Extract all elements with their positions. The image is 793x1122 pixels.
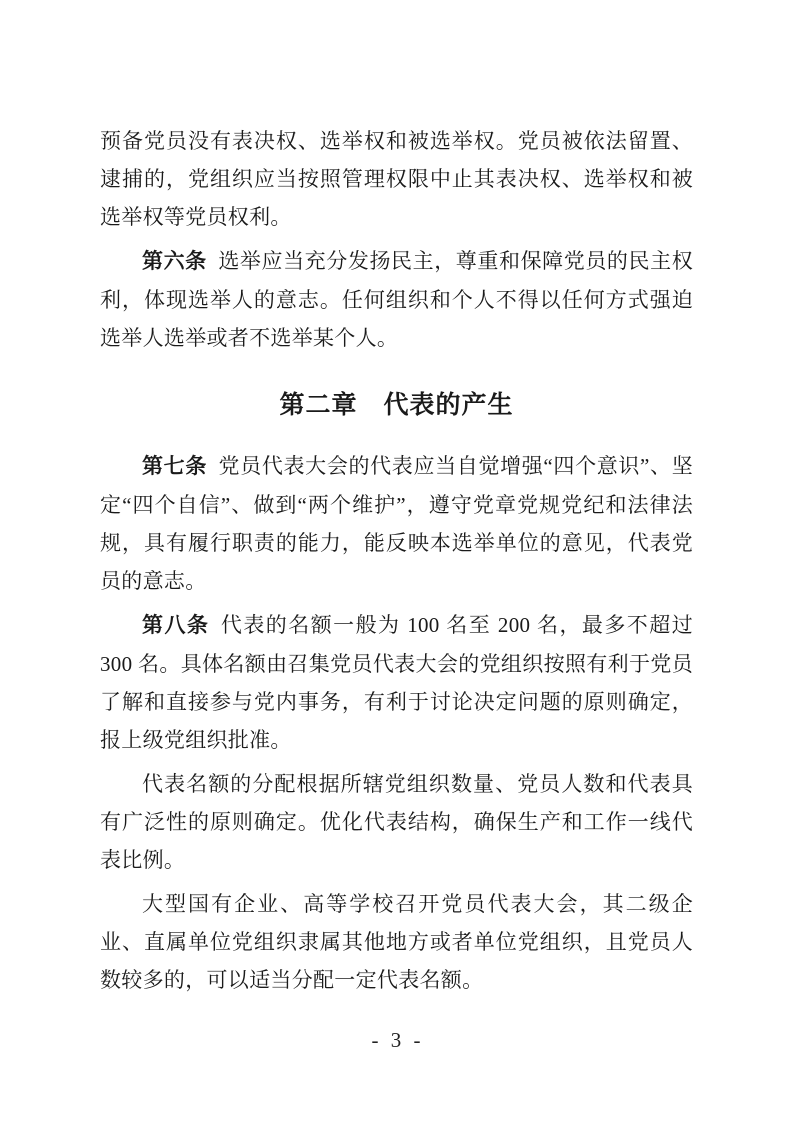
- chapter-2-heading: 第二章 代表的产生: [279, 391, 514, 419]
- page-number: - 3 -: [371, 1028, 422, 1052]
- paragraph-article-7: [100, 447, 693, 600]
- paragraph-article-6: [100, 242, 693, 357]
- paragraph-quota-allocation: 代表名额的分配根据所辖党组织数量、党员人数和代表具有广泛性的原则确定。优化代表结构，确保生产和工作一线代表比例。: [100, 772, 693, 872]
- document-body: [100, 122, 693, 999]
- article-8-text: 代表的名额一般为 100 名至 200 名，最多不超过 300 名。具体名额由召集党员代表大会的党组织按照有利于党员了解和直接参与党内事务，有利于讨论决定问题的原则确定，报上级党组织批准。: [100, 613, 693, 752]
- article-8-label: 第八条: [142, 614, 210, 637]
- paragraph-article-8: [100, 606, 693, 759]
- paragraph-large-enterprises: 大型国有企业、高等学校召开党员代表大会，其二级企业、直属单位党组织隶属其他地方或者单位党组织，且党员人数较多的，可以适当分配一定代表名额。: [100, 892, 693, 992]
- article-7-text: 党员代表大会的代表应当自觉增强“四个意识”、坚定“四个自信”、做到“两个维护”，遵守党章党规党纪和法律法规，具有履行职责的能力，能反映本选举单位的意见，代表党员的意志。: [100, 454, 693, 593]
- article-6-text: 选举应当充分发扬民主，尊重和保障党员的民主权利，体现选举人的意志。任何组织和个人不得以任何方式强迫选举人选举或者不选举某个人。: [100, 249, 693, 350]
- article-7-label: 第七条: [142, 455, 207, 478]
- paragraph-carryover: 预备党员没有表决权、选举权和被选举权。党员被依法留置、逮捕的，党组织应当按照管理权限中止其表决权、选举权和被选举权等党员权利。: [100, 129, 693, 229]
- article-6-label: 第六条: [142, 250, 207, 273]
